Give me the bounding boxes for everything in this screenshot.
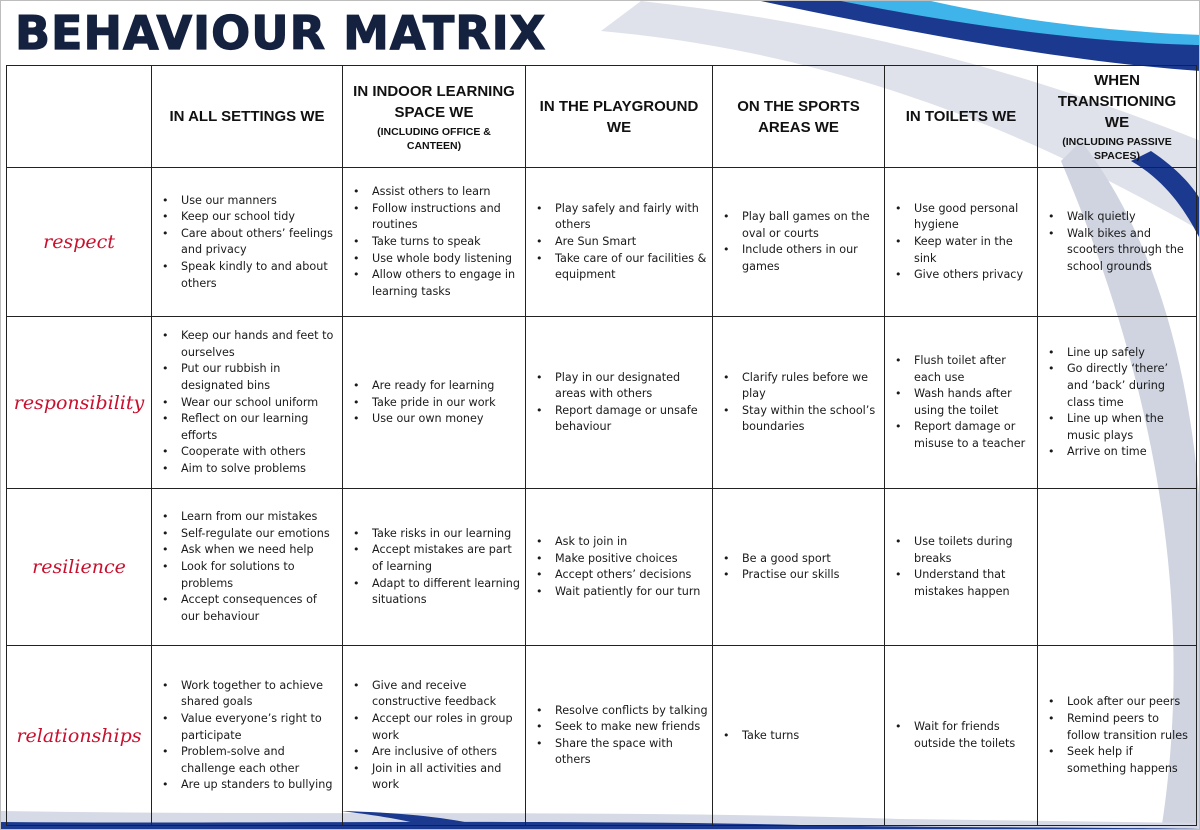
bullet-item: • Walk quietly bbox=[1046, 209, 1192, 226]
bullet-item: • Are Sun Smart bbox=[534, 234, 708, 251]
matrix-cell bbox=[713, 168, 885, 317]
bullet-item: • Give and receive constructive feedback bbox=[351, 678, 521, 711]
matrix-cell bbox=[343, 317, 526, 489]
bullet-item: • Take turns to speak bbox=[351, 234, 521, 251]
bullet-item: • Wash hands after using the toilet bbox=[893, 386, 1033, 419]
bullet-item: • Are inclusive of others bbox=[351, 744, 521, 761]
bullet-list bbox=[721, 209, 880, 275]
bullet-list bbox=[534, 534, 708, 600]
matrix-cell bbox=[343, 646, 526, 826]
corner-cell bbox=[7, 66, 152, 168]
bullet-list bbox=[893, 719, 1033, 752]
bullet-item: • Problem-solve and challenge each other bbox=[160, 744, 338, 777]
bullet-list bbox=[893, 201, 1033, 284]
bullet-item: • Look for solutions to problems bbox=[160, 559, 338, 592]
column-header-main: WHEN TRANSITIONING WE bbox=[1057, 72, 1177, 131]
bullet-item: • Be a good sport bbox=[721, 551, 880, 568]
matrix-cell bbox=[885, 317, 1038, 489]
bullet-list bbox=[160, 678, 338, 794]
matrix-row-respect bbox=[7, 168, 1197, 317]
bullet-item: • Play ball games on the oval or courts bbox=[721, 209, 880, 242]
matrix-cell bbox=[885, 168, 1038, 317]
bullet-list bbox=[721, 728, 880, 745]
bullet-item: • Accept consequences of our behaviour bbox=[160, 592, 338, 625]
bullet-list bbox=[893, 353, 1033, 453]
bullet-item: • Are ready for learning bbox=[351, 378, 521, 395]
bullet-list bbox=[351, 526, 521, 609]
bullet-list bbox=[534, 370, 708, 436]
bullet-item: • Follow instructions and routines bbox=[351, 201, 521, 234]
row-label-resilience: resilience bbox=[7, 489, 152, 646]
matrix-row-relationships bbox=[7, 646, 1197, 826]
bullet-item: • Use good personal hygiene bbox=[893, 201, 1033, 234]
bullet-item: • Work together to achieve shared goals bbox=[160, 678, 338, 711]
row-label-respect: respect bbox=[7, 168, 152, 317]
matrix-cell bbox=[713, 489, 885, 646]
column-header-main: IN INDOOR LEARNING SPACE WE bbox=[353, 82, 515, 121]
bullet-list bbox=[1046, 209, 1192, 275]
bullet-list bbox=[534, 201, 708, 284]
bullet-item: • Assist others to learn bbox=[351, 184, 521, 201]
bullet-item: • Use our manners bbox=[160, 193, 338, 210]
bullet-item: • Include others in our games bbox=[721, 242, 880, 275]
behaviour-matrix-table bbox=[6, 65, 1197, 826]
bullet-item: • Go directly ‘there’ and ‘back’ during class time bbox=[1046, 361, 1192, 411]
bullet-item: • Learn from our mistakes bbox=[160, 509, 338, 526]
bullet-item: • Keep our hands and feet to ourselves bbox=[160, 328, 338, 361]
column-header-transitioning bbox=[1038, 66, 1197, 168]
matrix-cell bbox=[343, 489, 526, 646]
bullet-item: • Speak kindly to and about others bbox=[160, 259, 338, 292]
matrix-row-responsibility bbox=[7, 317, 1197, 489]
bullet-item: • Accept our roles in group work bbox=[351, 711, 521, 744]
matrix-cell bbox=[152, 168, 343, 317]
bullet-item: • Use whole body listening bbox=[351, 251, 521, 268]
bullet-item: • Flush toilet after each use bbox=[893, 353, 1033, 386]
row-label-relationships: relationships bbox=[7, 646, 152, 826]
column-header-main: IN THE PLAYGROUND WE bbox=[539, 97, 699, 136]
bullet-item: • Keep water in the sink bbox=[893, 234, 1033, 267]
matrix-cell bbox=[526, 489, 713, 646]
bullet-item: • Reflect on our learning efforts bbox=[160, 411, 338, 444]
matrix-cell bbox=[1038, 646, 1197, 826]
bullet-item: • Self-regulate our emotions bbox=[160, 526, 338, 543]
bullet-item: • Keep our school tidy bbox=[160, 209, 338, 226]
bullet-list bbox=[160, 509, 338, 625]
bullet-item: • Take turns bbox=[721, 728, 880, 745]
bullet-item: • Play in our designated areas with others bbox=[534, 370, 708, 403]
column-header-main: IN ALL SETTINGS WE bbox=[169, 108, 325, 126]
column-header-main: IN TOILETS WE bbox=[905, 108, 1017, 126]
matrix-cell bbox=[885, 489, 1038, 646]
column-header-indoor-learning bbox=[343, 66, 526, 168]
bullet-item: • Care about others’ feelings and privacy bbox=[160, 226, 338, 259]
bullet-item: • Resolve conflicts by talking bbox=[534, 703, 708, 720]
bullet-item: • Line up safely bbox=[1046, 345, 1192, 362]
bullet-item: • Report damage or unsafe behaviour bbox=[534, 403, 708, 436]
bullet-item: • Join in all activities and work bbox=[351, 761, 521, 794]
bullet-item: • Clarify rules before we play bbox=[721, 370, 880, 403]
bullet-item: • Accept others’ decisions bbox=[534, 567, 708, 584]
bullet-item: • Seek to make new friends bbox=[534, 719, 708, 736]
bullet-item: • Cooperate with others bbox=[160, 444, 338, 461]
bullet-list bbox=[721, 370, 880, 436]
matrix-cell bbox=[885, 646, 1038, 826]
page-title: BEHAVIOUR MATRIX bbox=[15, 6, 547, 60]
matrix-cell bbox=[1038, 489, 1197, 646]
column-header-sub: (INCLUDING OFFICE & CANTEEN) bbox=[377, 125, 491, 152]
matrix-cell bbox=[152, 646, 343, 826]
bullet-list bbox=[351, 184, 521, 300]
header-row bbox=[7, 66, 1197, 168]
bullet-item: • Allow others to engage in learning tasks bbox=[351, 267, 521, 300]
bullet-item: • Value everyone’s right to participate bbox=[160, 711, 338, 744]
bullet-item: • Use toilets during breaks bbox=[893, 534, 1033, 567]
matrix-cell bbox=[526, 646, 713, 826]
bullet-list bbox=[351, 378, 521, 428]
column-header-toilets bbox=[885, 66, 1038, 168]
bullet-list bbox=[160, 193, 338, 293]
bullet-item: • Remind peers to follow transition rules bbox=[1046, 711, 1192, 744]
bullet-list bbox=[351, 678, 521, 794]
bullet-item: • Share the space with others bbox=[534, 736, 708, 769]
matrix-cell bbox=[1038, 317, 1197, 489]
matrix-cell bbox=[526, 317, 713, 489]
bullet-item: • Are up standers to bullying bbox=[160, 777, 338, 794]
bullet-item: • Adapt to different learning situations bbox=[351, 576, 521, 609]
matrix-cell bbox=[713, 317, 885, 489]
bullet-item: • Take care of our facilities & equipment bbox=[534, 251, 708, 284]
bullet-item: • Walk bikes and scooters through the school grounds bbox=[1046, 226, 1192, 276]
column-header-sub: (INCLUDING PASSIVE SPACES) bbox=[1062, 136, 1172, 163]
bullet-item: • Take pride in our work bbox=[351, 395, 521, 412]
bullet-item: • Understand that mistakes happen bbox=[893, 567, 1033, 600]
matrix-cell bbox=[526, 168, 713, 317]
bullet-item: • Ask when we need help bbox=[160, 542, 338, 559]
bullet-item: • Play safely and fairly with others bbox=[534, 201, 708, 234]
bullet-item: • Accept mistakes are part of learning bbox=[351, 542, 521, 575]
bullet-item: • Make positive choices bbox=[534, 551, 708, 568]
bullet-item: • Take risks in our learning bbox=[351, 526, 521, 543]
bullet-item: • Look after our peers bbox=[1046, 694, 1192, 711]
matrix-cell bbox=[343, 168, 526, 317]
column-header-all-settings bbox=[152, 66, 343, 168]
bullet-item: • Wait patiently for our turn bbox=[534, 584, 708, 601]
bullet-item: • Practise our skills bbox=[721, 567, 880, 584]
matrix-cell bbox=[713, 646, 885, 826]
column-header-playground bbox=[526, 66, 713, 168]
bullet-item: • Ask to join in bbox=[534, 534, 708, 551]
bullet-item: • Seek help if something happens bbox=[1046, 744, 1192, 777]
bullet-item: • Stay within the school’s boundaries bbox=[721, 403, 880, 436]
matrix-cell bbox=[152, 489, 343, 646]
bullet-item: • Put our rubbish in designated bins bbox=[160, 361, 338, 394]
bullet-list bbox=[160, 328, 338, 477]
matrix-cell bbox=[1038, 168, 1197, 317]
bullet-item: • Report damage or misuse to a teacher bbox=[893, 419, 1033, 452]
bullet-item: • Use our own money bbox=[351, 411, 521, 428]
bullet-item: • Aim to solve problems bbox=[160, 461, 338, 478]
column-header-main: ON THE SPORTS AREAS WE bbox=[737, 97, 860, 136]
bullet-item: • Wait for friends outside the toilets bbox=[893, 719, 1033, 752]
bullet-list bbox=[1046, 694, 1192, 777]
bullet-item: • Arrive on time bbox=[1046, 444, 1192, 461]
bullet-list bbox=[893, 534, 1033, 600]
bullet-item: • Line up when the music plays bbox=[1046, 411, 1192, 444]
column-header-sports-areas bbox=[713, 66, 885, 168]
bullet-list bbox=[721, 551, 880, 584]
bullet-item: • Wear our school uniform bbox=[160, 395, 338, 412]
matrix-row-resilience bbox=[7, 489, 1197, 646]
bullet-list bbox=[1046, 345, 1192, 461]
bullet-list bbox=[534, 703, 708, 769]
bullet-item: • Give others privacy bbox=[893, 267, 1033, 284]
matrix-cell bbox=[152, 317, 343, 489]
row-label-responsibility: responsibility bbox=[7, 317, 152, 489]
